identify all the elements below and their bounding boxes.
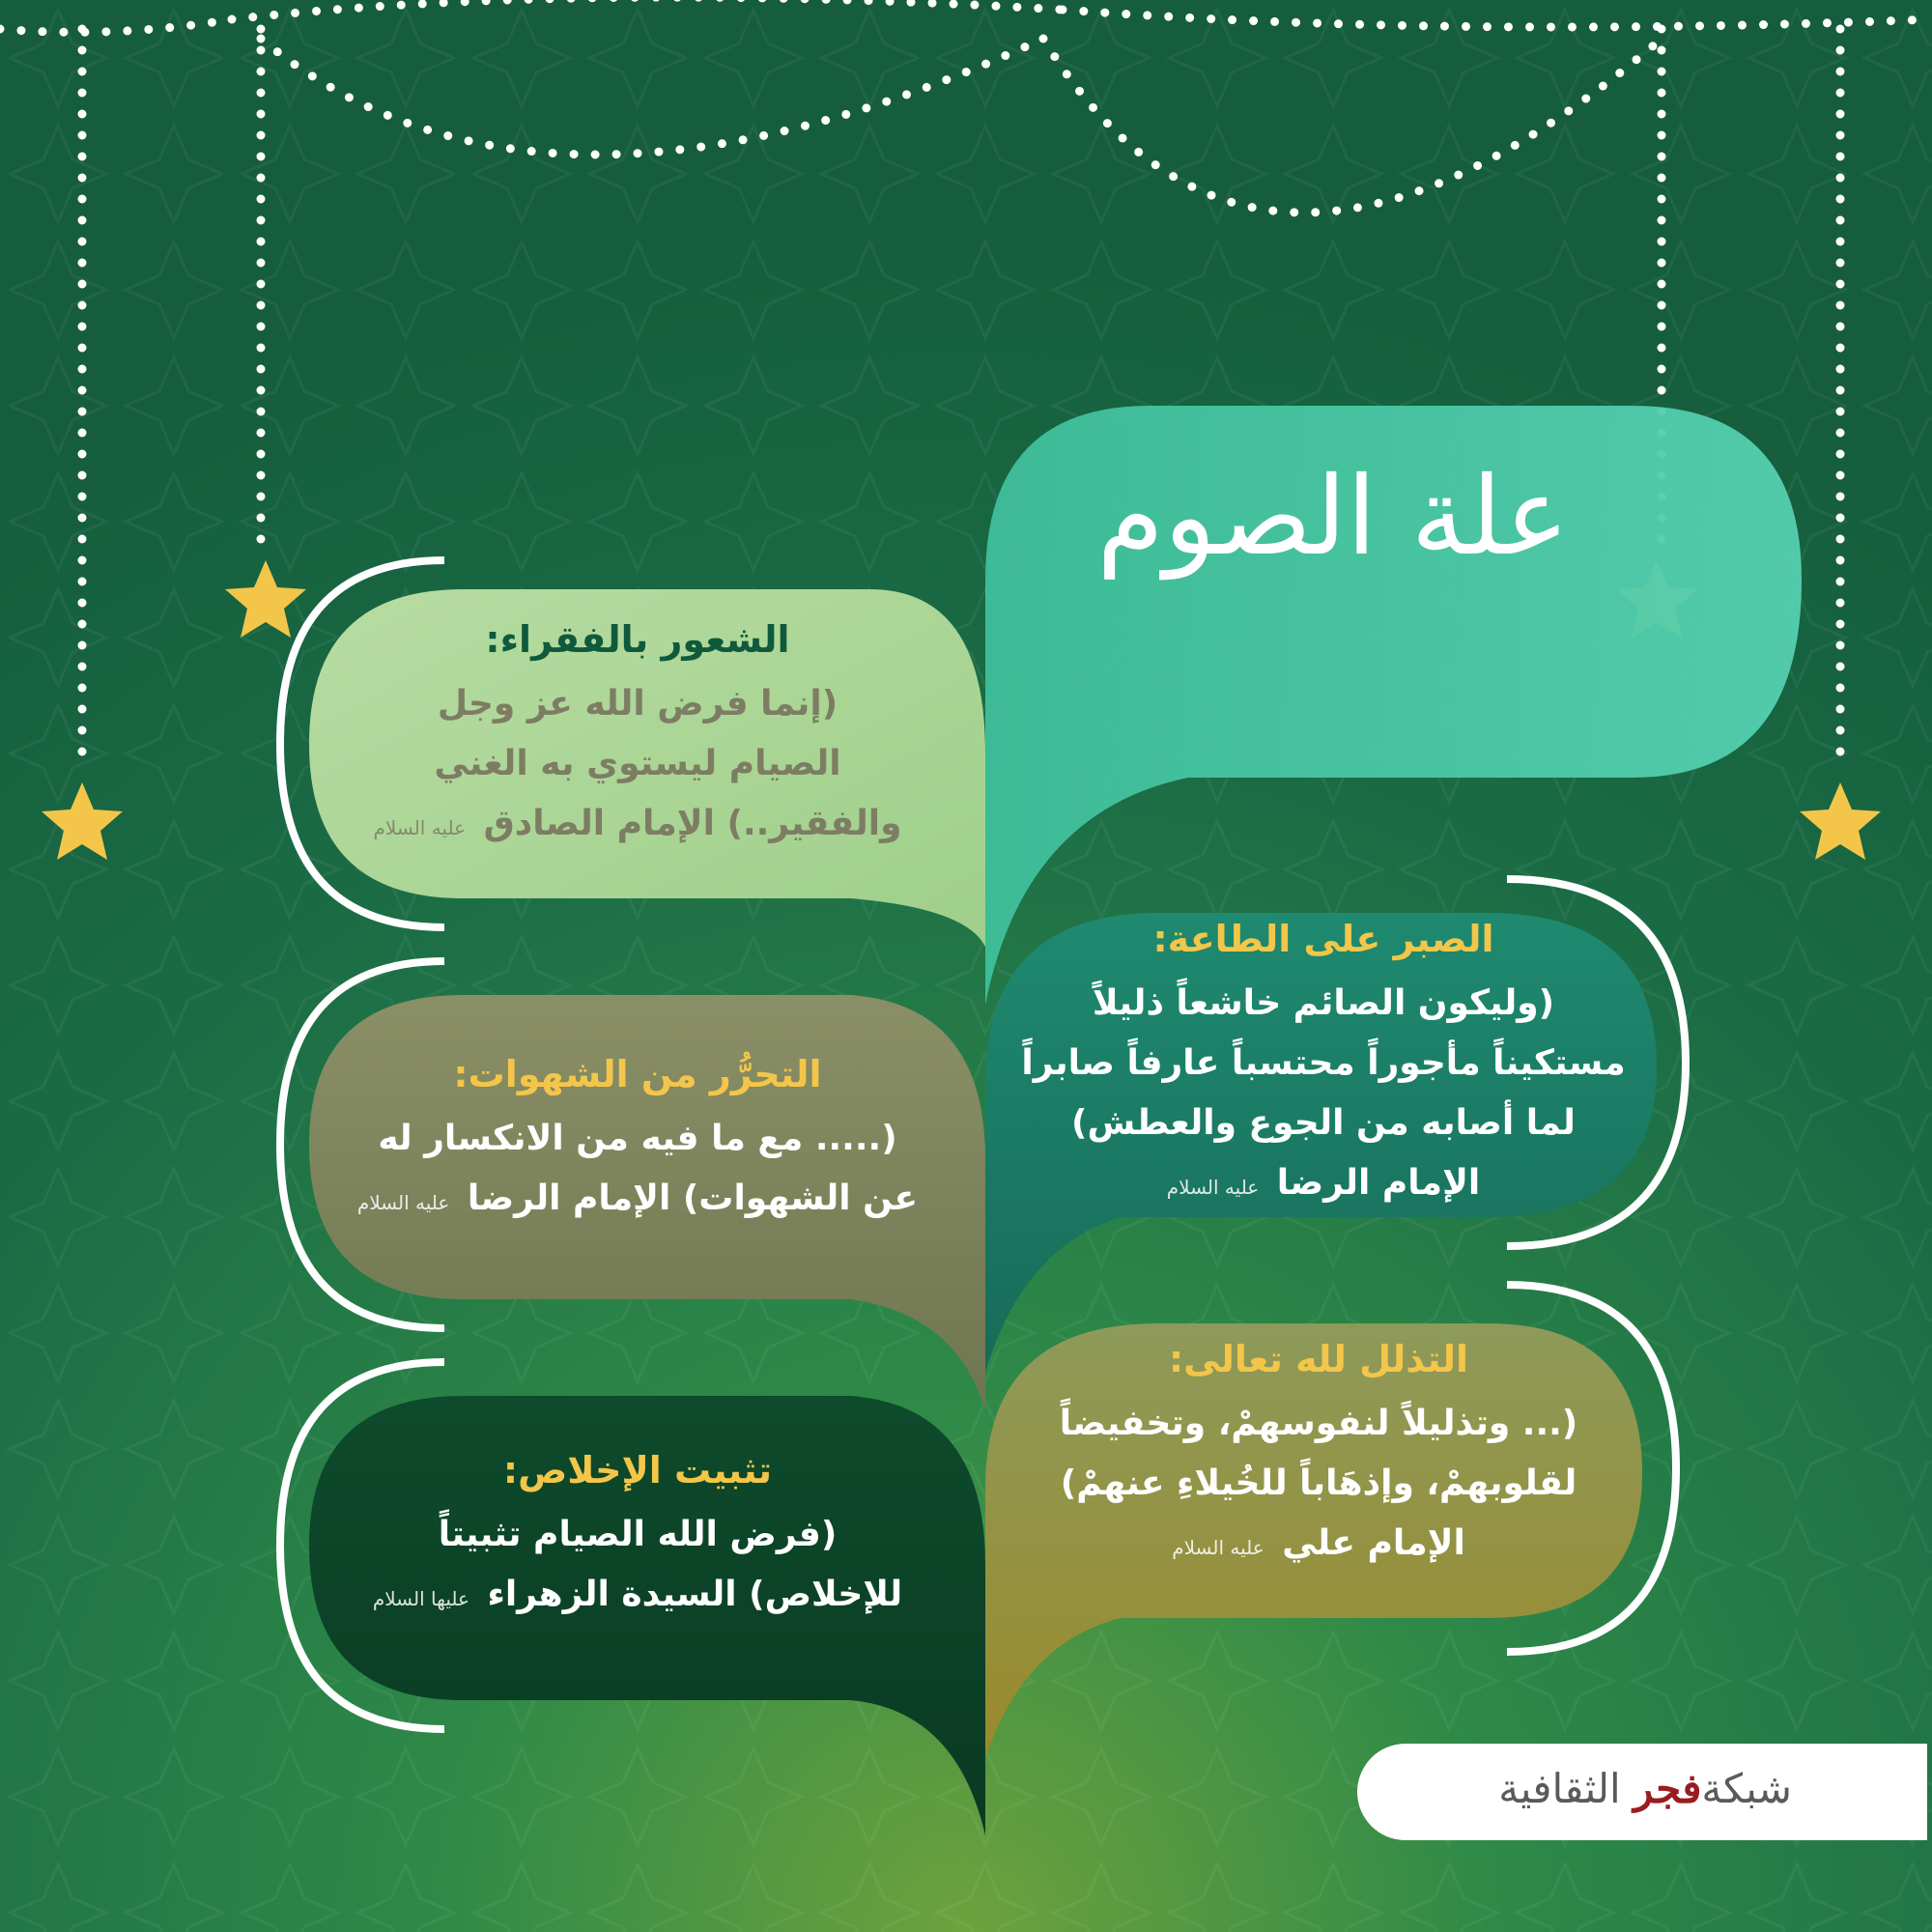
- bubble-line: (وليكون الصائم خاشعاً ذليلاً: [1092, 983, 1555, 1023]
- bubble-title: تثبيت الإخلاص:: [502, 1449, 773, 1492]
- bubble-line: [1005, 1514, 1633, 1577]
- bubble-line: [1014, 1153, 1633, 1217]
- honorific: عليها السلام: [372, 1587, 469, 1610]
- bubble-line: (..... مع ما فيه من الانكسار له: [378, 1119, 897, 1158]
- logo-accent: فجر: [1634, 1765, 1702, 1812]
- bubble-title: الصبر على الطاعة:: [1152, 918, 1494, 960]
- honorific: عليه السلام: [1166, 1176, 1260, 1199]
- bubble-title: التذلل لله تعالى:: [1168, 1338, 1469, 1380]
- bubble-patience: [1014, 918, 1633, 1217]
- bubble-line: (إنما فرض الله عز وجل: [437, 684, 838, 724]
- bubble-liberation: [309, 1053, 966, 1233]
- bubble-line-text: الإمام علي: [1282, 1523, 1465, 1563]
- bubble-poor-feeling: [309, 618, 966, 858]
- bubble-line-text: عن الشهوات) الإمام الرضا: [467, 1179, 919, 1218]
- logo-suffix: الثقافية: [1498, 1765, 1621, 1812]
- bubble-line: مستكيناً مأجوراً محتسباً عارفاً صابراً: [1021, 1043, 1626, 1083]
- bubble-title: التحرُّر من الشهوات:: [453, 1053, 822, 1095]
- bubble-line: (فرض الله الصيام تثبيتاً: [438, 1515, 838, 1554]
- bubble-line: لقلوبهمْ، وإذهَاباً للخُيلاءِ عنهمْ): [1060, 1463, 1577, 1503]
- bubble-line: لما أصابه من الجوع والعطش): [1071, 1103, 1576, 1143]
- bubble-line: (... وتذليلاً لنفوسهمْ، وتخفيضاً: [1059, 1404, 1578, 1443]
- bubble-line-text: للإخلاص) السيدة الزهراء: [487, 1575, 903, 1614]
- page-title: علة الصوم: [1096, 454, 1570, 580]
- bubble-line: [309, 794, 966, 858]
- logo-text: [1498, 1765, 1792, 1812]
- bubble-sincerity: [309, 1449, 966, 1629]
- honorific: عليه السلام: [373, 816, 467, 839]
- bubble-line: الصيام ليستوي به الغني: [434, 744, 841, 783]
- bubble-line-text: والفقير..) الإمام الصادق: [483, 804, 902, 843]
- bubble-humility: [1005, 1338, 1633, 1577]
- bubble-line: [309, 1169, 966, 1233]
- bubble-line: [309, 1565, 966, 1629]
- honorific: عليه السلام: [356, 1191, 450, 1214]
- bubble-line-text: الإمام الرضا: [1276, 1163, 1481, 1203]
- honorific: عليه السلام: [1172, 1536, 1264, 1559]
- bubble-title: الشعور بالفقراء:: [485, 618, 790, 661]
- logo-prefix: شبكة: [1701, 1765, 1792, 1812]
- logo-badge: [1357, 1744, 1927, 1840]
